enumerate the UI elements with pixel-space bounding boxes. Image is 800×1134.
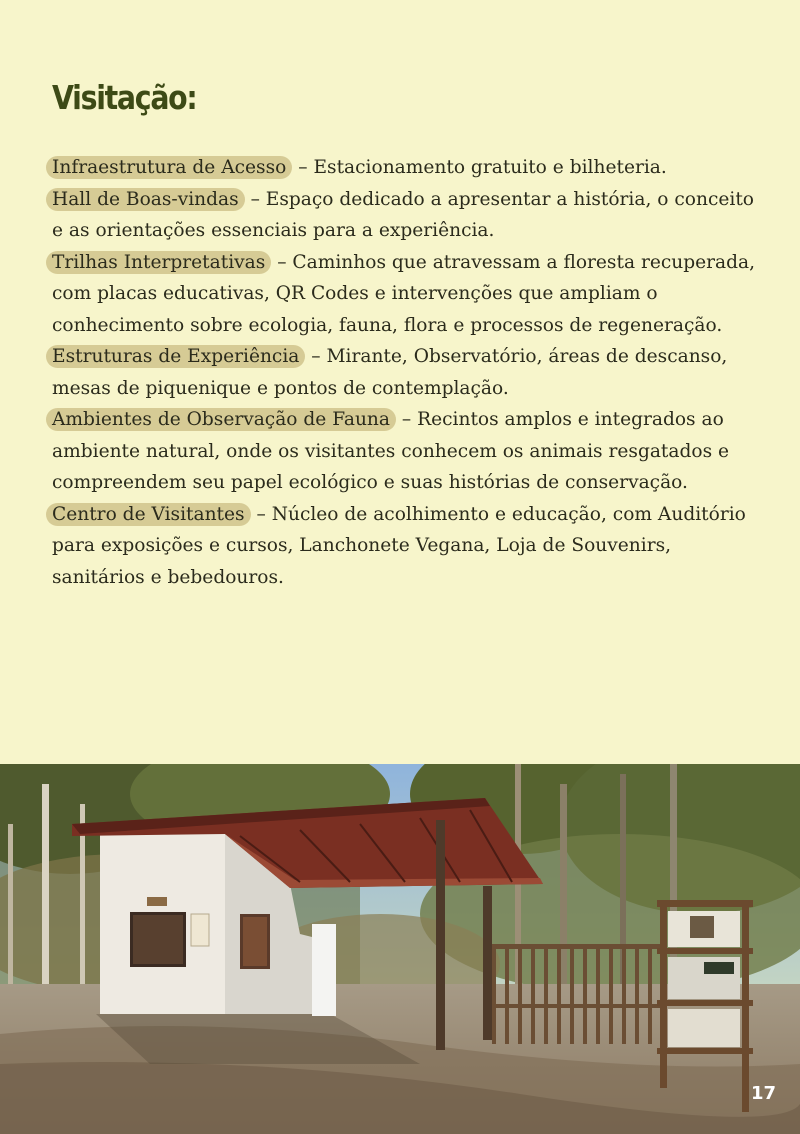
page-number: 17: [750, 1083, 776, 1104]
visitor-center-photo-illustration: [0, 764, 800, 1134]
list-item: [52, 341, 760, 404]
page-title: Visitação:: [52, 78, 197, 117]
item-description: – Espaço dedicado a apresentar a história, o conceito e as orientações essenciais para a experiência.: [52, 188, 754, 241]
item-description: – Núcleo de acolhimento e educação, com Auditório para exposições e cursos, Lanchonete Vegana, Loja de Souvenirs, sanitários e bebedouros.: [52, 503, 746, 588]
list-item: [52, 184, 760, 247]
item-term: Hall de Boas-vindas: [46, 188, 245, 211]
list-item: [52, 152, 760, 184]
list-item: [52, 247, 760, 342]
item-description: – Estacionamento gratuito e bilheteria.: [292, 157, 667, 178]
item-description: – Mirante, Observatório, áreas de descanso, mesas de piquenique e pontos de contemplação.: [52, 346, 728, 399]
list-item: [52, 499, 760, 594]
item-term: Trilhas Interpretativas: [46, 251, 271, 274]
visitor-center-photo: [0, 764, 800, 1134]
list-item: [52, 404, 760, 499]
item-description: – Caminhos que atravessam a floresta recuperada, com placas educativas, QR Codes e intervenções que ampliam o conhecimento sobre ecologia, fauna, flora e processos de regeneração.: [52, 251, 755, 336]
item-term: Centro de Visitantes: [46, 503, 251, 526]
item-term: Infraestrutura de Acesso: [46, 156, 292, 179]
item-term: Ambientes de Observação de Fauna: [46, 408, 396, 431]
item-term: Estruturas de Experiência: [46, 345, 305, 368]
visitation-list: [52, 152, 760, 593]
item-description: – Recintos amplos e integrados ao ambiente natural, onde os visitantes conhecem os animais resgatados e compreendem seu papel ecológico e suas histórias de conservação.: [52, 409, 730, 493]
